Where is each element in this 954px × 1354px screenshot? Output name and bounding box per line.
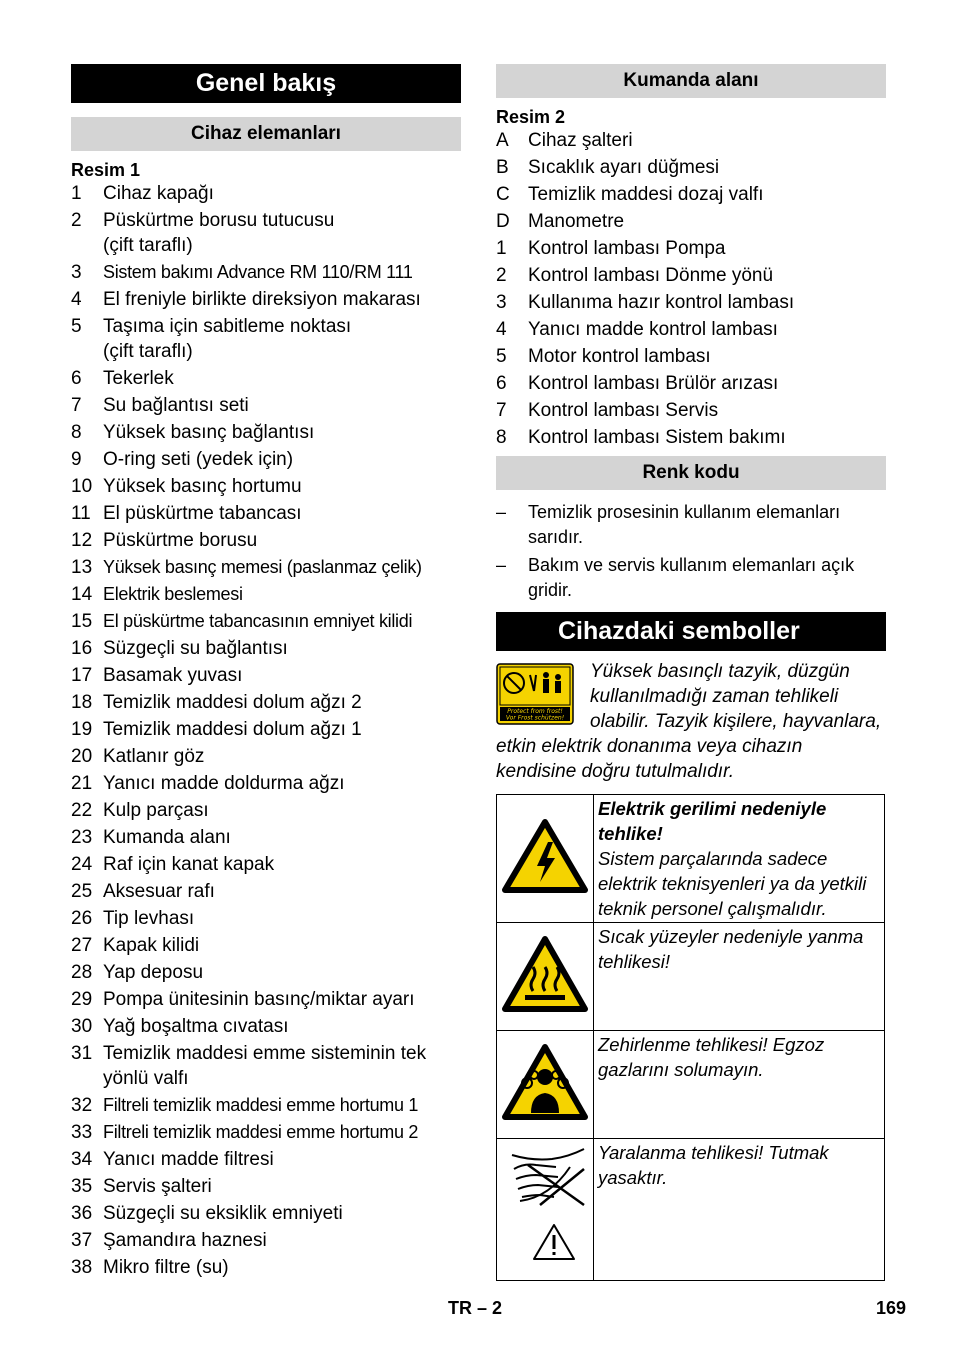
item-number: 2 bbox=[71, 210, 82, 231]
item-text bbox=[103, 852, 461, 877]
item-text bbox=[103, 393, 461, 418]
item-text bbox=[103, 960, 461, 985]
item-text-line: Kontrol lambası Servis bbox=[528, 400, 719, 421]
item-number: 8 bbox=[71, 422, 82, 443]
color-code-item bbox=[496, 553, 886, 603]
list-item bbox=[496, 128, 886, 153]
item-text-line: Temizlik maddesi dolum ağzı 2 bbox=[103, 692, 362, 713]
item-text bbox=[103, 474, 461, 499]
item-text bbox=[103, 1174, 461, 1199]
item-text bbox=[103, 609, 461, 634]
item-text-line: Püskürtme borusu tutucusu bbox=[103, 210, 335, 231]
item-text-line: Basamak yuvası bbox=[103, 665, 243, 686]
list-item bbox=[496, 155, 886, 180]
item-number: 13 bbox=[71, 557, 93, 578]
item-number: 4 bbox=[71, 289, 82, 310]
item-number: 10 bbox=[71, 476, 93, 497]
item-number: 1 bbox=[496, 238, 507, 259]
item-text-line: Kulp parçası bbox=[103, 800, 209, 821]
symbol-text: Yaralanma tehlikesi! Tutmak yasaktır. bbox=[594, 1139, 885, 1281]
high-pressure-warning-sticker-icon bbox=[496, 663, 574, 725]
item-number: 15 bbox=[71, 611, 93, 632]
list-item bbox=[71, 933, 461, 958]
item-number: 27 bbox=[71, 935, 93, 956]
color-code-text: Temizlik prosesinin kullanım elemanları sarıdır. bbox=[528, 502, 841, 547]
list-item bbox=[71, 906, 461, 931]
item-number: 25 bbox=[71, 881, 93, 902]
footer-language: TR – 2 bbox=[448, 1298, 503, 1318]
item-text bbox=[103, 447, 461, 472]
item-number: 7 bbox=[496, 400, 507, 421]
item-text-line: Filtreli temizlik maddesi emme hortumu 1 bbox=[103, 1095, 419, 1115]
symbol-cell bbox=[497, 1031, 594, 1139]
symbol-row-toxic-gas bbox=[497, 1031, 885, 1139]
item-text bbox=[103, 690, 461, 715]
item-number: 28 bbox=[71, 962, 93, 983]
item-text-line: Pompa ünitesinin basınç/miktar ayarı bbox=[103, 989, 415, 1010]
item-text-line: Süzgeçli su eksiklik emniyeti bbox=[103, 1203, 343, 1224]
symbol-text: Zehirlenme tehlikesi! Egzoz gazlarını solumayın. bbox=[594, 1031, 885, 1139]
list-item bbox=[71, 879, 461, 904]
item-text-line: Tekerlek bbox=[103, 368, 174, 389]
item-text-line: Su bağlantısı seti bbox=[103, 395, 249, 416]
item-text bbox=[103, 798, 461, 823]
symbols-title: Cihazdaki semboller bbox=[496, 612, 886, 651]
item-number: 35 bbox=[71, 1176, 93, 1197]
symbol-cell bbox=[497, 923, 594, 1031]
list-item bbox=[71, 287, 461, 312]
item-number: 26 bbox=[71, 908, 93, 929]
item-text bbox=[528, 128, 886, 153]
item-text-line: Kullanıma hazır kontrol lambası bbox=[528, 292, 795, 313]
item-text-line: Kontrol lambası Sistem bakımı bbox=[528, 427, 786, 448]
item-text-line: Katlanır göz bbox=[103, 746, 205, 767]
dash-bullet: – bbox=[496, 555, 507, 575]
list-item bbox=[496, 398, 886, 423]
item-number: 21 bbox=[71, 773, 93, 794]
item-text-line: El freniyle birlikte direksiyon makarası bbox=[103, 289, 421, 310]
list-item bbox=[71, 474, 461, 499]
symbol-row-no-touch bbox=[497, 1139, 885, 1281]
list-item bbox=[496, 371, 886, 396]
right-column bbox=[496, 64, 886, 1281]
item-number: 16 bbox=[71, 638, 93, 659]
item-text-line: Elektrik beslemesi bbox=[103, 584, 243, 604]
item-number: 19 bbox=[71, 719, 93, 740]
item-number: 31 bbox=[71, 1043, 93, 1064]
color-code-item bbox=[496, 500, 886, 550]
item-text-line: Tip levhası bbox=[103, 908, 195, 929]
item-text bbox=[103, 1120, 461, 1145]
item-text-line: Yağ boşaltma cıvatası bbox=[103, 1016, 289, 1037]
item-text bbox=[103, 260, 461, 285]
item-text-line: (çift taraflı) bbox=[103, 341, 193, 362]
item-text bbox=[103, 314, 461, 364]
item-text bbox=[103, 208, 461, 258]
item-number: 8 bbox=[496, 427, 507, 448]
item-number: 36 bbox=[71, 1203, 93, 1224]
item-number: 5 bbox=[71, 316, 82, 337]
list-item bbox=[71, 181, 461, 206]
color-code-list bbox=[496, 500, 886, 603]
item-text-line: yönlü valfı bbox=[103, 1068, 189, 1089]
item-number: 38 bbox=[71, 1257, 93, 1278]
item-text-line: Yanıcı madde doldurma ağzı bbox=[103, 773, 345, 794]
list-item bbox=[496, 263, 886, 288]
item-number: 22 bbox=[71, 800, 93, 821]
item-text-line: Filtreli temizlik maddesi emme hortumu 2 bbox=[103, 1122, 419, 1142]
list-item bbox=[71, 366, 461, 391]
list-item bbox=[71, 825, 461, 850]
symbols-intro-text: Yüksek basınçlı tazyik, düzgün kullanılmadığı zaman tehlikeli olabilir. Tazyik kişilere, hayvanlara, etkin elektrik donanıma veya cihazın kendisine doğru tutulmalıdır. bbox=[496, 661, 882, 782]
list-item bbox=[71, 1255, 461, 1280]
list-item bbox=[496, 344, 886, 369]
item-text bbox=[528, 290, 886, 315]
item-text bbox=[528, 236, 886, 261]
dash-bullet: – bbox=[496, 502, 507, 522]
list-item bbox=[71, 717, 461, 742]
item-text-line: Temizlik maddesi emme sisteminin tek bbox=[103, 1043, 427, 1064]
item-text-line: (çift taraflı) bbox=[103, 235, 193, 256]
item-number: 14 bbox=[71, 584, 93, 605]
item-text bbox=[103, 287, 461, 312]
symbol-cell bbox=[497, 795, 594, 923]
list-item bbox=[71, 798, 461, 823]
item-text-line: Yüksek basınç memesi (paslanmaz çelik) bbox=[103, 557, 422, 577]
list-item bbox=[496, 290, 886, 315]
item-number: 6 bbox=[496, 373, 507, 394]
list-item bbox=[71, 447, 461, 472]
list-item bbox=[71, 1093, 461, 1118]
item-text bbox=[103, 1255, 461, 1280]
list-item bbox=[496, 425, 886, 450]
item-text-line: Sıcaklık ayarı düğmesi bbox=[528, 157, 720, 178]
symbol-cell bbox=[497, 1139, 594, 1281]
electric-hazard-icon bbox=[501, 818, 589, 894]
list-item bbox=[496, 182, 886, 207]
item-number: 33 bbox=[71, 1122, 93, 1143]
list-item bbox=[71, 852, 461, 877]
item-text-line: Temizlik maddesi dozaj valfı bbox=[528, 184, 764, 205]
item-text-line: O-ring seti (yedek için) bbox=[103, 449, 294, 470]
sticker-text-1: Protect from frost! bbox=[507, 708, 563, 715]
item-number: 12 bbox=[71, 530, 93, 551]
symbol-row-hot-surface bbox=[497, 923, 885, 1031]
item-text bbox=[103, 1093, 461, 1118]
item-text bbox=[103, 366, 461, 391]
section-header-kumanda-alani: Kumanda alanı bbox=[496, 64, 886, 98]
item-text bbox=[528, 209, 886, 234]
list-item bbox=[71, 582, 461, 607]
item-text-line: Raf için kanat kapak bbox=[103, 854, 275, 875]
hot-surface-icon bbox=[501, 935, 589, 1013]
item-text-line: Püskürtme borusu bbox=[103, 530, 258, 551]
item-text-line: El püskürtme tabancasının emniyet kilidi bbox=[103, 611, 413, 631]
no-touch-icon bbox=[500, 1139, 590, 1275]
item-text-line: Mikro filtre (su) bbox=[103, 1257, 229, 1278]
item-text bbox=[103, 181, 461, 206]
item-text-line: Yap deposu bbox=[103, 962, 204, 983]
left-column bbox=[71, 64, 461, 1282]
list-item bbox=[71, 960, 461, 985]
item-text bbox=[528, 263, 886, 288]
list-item bbox=[496, 209, 886, 234]
item-text bbox=[103, 663, 461, 688]
item-text-line: Sistem bakımı Advance RM 110/RM 111 bbox=[103, 262, 413, 282]
list-item bbox=[71, 1120, 461, 1145]
list-item bbox=[71, 1014, 461, 1039]
item-text bbox=[528, 371, 886, 396]
symbol-text bbox=[594, 795, 885, 923]
item-number: 3 bbox=[496, 292, 507, 313]
list-item bbox=[71, 555, 461, 580]
item-text-line: Kontrol lambası Pompa bbox=[528, 238, 726, 259]
color-code-text: Bakım ve servis kullanım elemanları açık gridir. bbox=[528, 555, 855, 600]
list-item bbox=[71, 1147, 461, 1172]
list-item bbox=[71, 1228, 461, 1253]
item-text bbox=[103, 582, 461, 607]
item-text-line: Kontrol lambası Dönme yönü bbox=[528, 265, 774, 286]
list-item bbox=[71, 609, 461, 634]
item-text bbox=[103, 501, 461, 526]
item-number: 23 bbox=[71, 827, 93, 848]
item-text bbox=[103, 1201, 461, 1226]
item-text-line: Temizlik maddesi dolum ağzı 1 bbox=[103, 719, 362, 740]
item-text bbox=[103, 1147, 461, 1172]
sticker-text-2: Vor Frost schützen! bbox=[505, 714, 565, 722]
footer-local-page: 2 bbox=[492, 1298, 503, 1318]
item-number: 29 bbox=[71, 989, 93, 1010]
item-text bbox=[528, 155, 886, 180]
list-item bbox=[71, 744, 461, 769]
item-number: 37 bbox=[71, 1230, 93, 1251]
item-text-line: Yanıcı madde filtresi bbox=[103, 1149, 274, 1170]
list-item bbox=[71, 1201, 461, 1226]
item-text-line: Servis şalteri bbox=[103, 1176, 212, 1197]
item-text bbox=[103, 1041, 461, 1091]
item-text-line: Cihaz şalteri bbox=[528, 130, 633, 151]
page-title: Genel bakış bbox=[71, 64, 461, 103]
item-text bbox=[528, 425, 886, 450]
list-item bbox=[71, 663, 461, 688]
symbol-warning-title: Elektrik gerilimi nedeniyle tehlike! bbox=[598, 798, 827, 844]
symbol-warning-text: Sistem parçalarında sadece elektrik teknisyenleri ya da yetkili teknik personel çalışmalıdır. bbox=[598, 848, 867, 919]
item-text bbox=[528, 398, 886, 423]
list-item bbox=[496, 236, 886, 261]
symbol-text: Sıcak yüzeyler nedeniyle yanma tehlikesi! bbox=[594, 923, 885, 1031]
item-text bbox=[103, 420, 461, 445]
item-text-line: Kumanda alanı bbox=[103, 827, 231, 848]
item-number: 2 bbox=[496, 265, 507, 286]
footer-lang-code: TR bbox=[448, 1298, 472, 1318]
figure-label: Resim 2 bbox=[496, 107, 566, 127]
item-text bbox=[103, 636, 461, 661]
item-number: 32 bbox=[71, 1095, 93, 1116]
list-item bbox=[71, 393, 461, 418]
parts-list bbox=[71, 181, 461, 1280]
item-text bbox=[528, 182, 886, 207]
item-text-line: Kontrol lambası Brülör arızası bbox=[528, 373, 779, 394]
item-text-line: Yüksek basınç hortumu bbox=[103, 476, 302, 497]
control-list bbox=[496, 128, 886, 450]
item-number: 6 bbox=[71, 368, 82, 389]
item-text bbox=[103, 1228, 461, 1253]
list-item bbox=[71, 208, 461, 258]
item-number: 20 bbox=[71, 746, 93, 767]
item-text bbox=[103, 744, 461, 769]
item-text-line: Manometre bbox=[528, 211, 625, 232]
item-text-line: El püskürtme tabancası bbox=[103, 503, 302, 524]
list-item bbox=[71, 636, 461, 661]
item-number: 18 bbox=[71, 692, 93, 713]
list-item bbox=[71, 1174, 461, 1199]
list-item bbox=[71, 501, 461, 526]
item-number: C bbox=[496, 184, 510, 205]
item-number: 24 bbox=[71, 854, 93, 875]
list-item bbox=[71, 314, 461, 364]
symbols-intro bbox=[496, 659, 886, 784]
item-text bbox=[103, 879, 461, 904]
item-text-line: Motor kontrol lambası bbox=[528, 346, 711, 367]
list-item bbox=[71, 690, 461, 715]
list-item bbox=[71, 420, 461, 445]
toxic-gas-icon bbox=[501, 1043, 589, 1121]
section-header-renk-kodu: Renk kodu bbox=[496, 456, 886, 490]
item-text-line: Yüksek basınç bağlantısı bbox=[103, 422, 315, 443]
item-text bbox=[103, 933, 461, 958]
list-item bbox=[71, 260, 461, 285]
item-text bbox=[103, 771, 461, 796]
item-number: 9 bbox=[71, 449, 82, 470]
item-number: 3 bbox=[71, 262, 82, 283]
item-text bbox=[103, 555, 461, 580]
symbols-table bbox=[496, 794, 885, 1281]
page-number: 169 bbox=[876, 1298, 907, 1318]
item-text bbox=[528, 317, 886, 342]
list-item bbox=[496, 317, 886, 342]
item-text bbox=[103, 825, 461, 850]
item-text-line: Aksesuar rafı bbox=[103, 881, 215, 902]
item-text-line: Şamandıra haznesi bbox=[103, 1230, 267, 1251]
item-number: 1 bbox=[71, 183, 82, 204]
item-number: B bbox=[496, 157, 509, 178]
item-text-line: Süzgeçli su bağlantısı bbox=[103, 638, 288, 659]
item-number: 11 bbox=[71, 503, 91, 524]
item-text bbox=[103, 717, 461, 742]
item-text bbox=[103, 987, 461, 1012]
item-number: 17 bbox=[71, 665, 93, 686]
item-number: 4 bbox=[496, 319, 507, 340]
list-item bbox=[71, 987, 461, 1012]
item-text-line: Cihaz kapağı bbox=[103, 183, 214, 204]
list-item bbox=[71, 1041, 461, 1091]
item-text-line: Taşıma için sabitleme noktası bbox=[103, 316, 352, 337]
item-number: 34 bbox=[71, 1149, 93, 1170]
item-number: A bbox=[496, 130, 509, 151]
list-item bbox=[71, 771, 461, 796]
item-text-line: Yanıcı madde kontrol lambası bbox=[528, 319, 778, 340]
item-text-line: Kapak kilidi bbox=[103, 935, 200, 956]
item-text bbox=[103, 906, 461, 931]
section-header-cihaz-elemanlari: Cihaz elemanları bbox=[71, 117, 461, 151]
item-number: 5 bbox=[496, 346, 507, 367]
item-number: D bbox=[496, 211, 510, 232]
figure-label: Resim 1 bbox=[71, 160, 141, 180]
item-text bbox=[103, 1014, 461, 1039]
list-item bbox=[71, 528, 461, 553]
symbol-row-electric bbox=[497, 795, 885, 923]
item-text bbox=[528, 344, 886, 369]
item-number: 7 bbox=[71, 395, 82, 416]
item-number: 30 bbox=[71, 1016, 93, 1037]
item-text bbox=[103, 528, 461, 553]
